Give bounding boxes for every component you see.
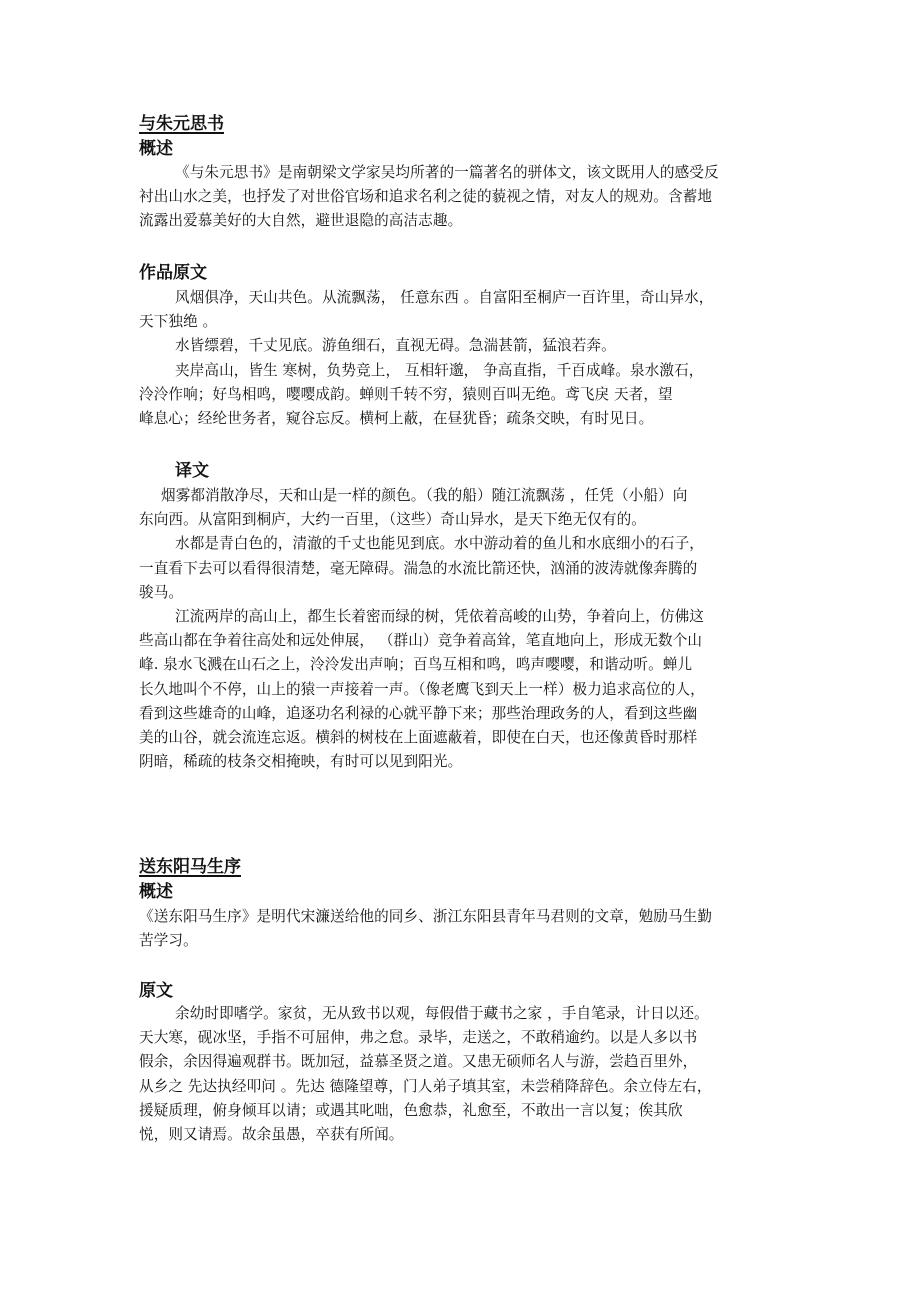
section2-overview-text <box>139 905 799 953</box>
text-line: 《送东阳马生序》是明代宋濂送给他的同乡、浙江东阳县青年马君则的文章，勉励马生勤 <box>139 908 713 925</box>
text-line: 烟雾都消散净尽，天和山是一样的颜色。（我的船）随江流飘荡 ，任凭（小船）向 <box>161 487 688 504</box>
text-line: 天大寒，砚冰坚，手指不可屈伸，弗之怠。录毕，走送之，不敢稍逾约。以是人多以书 <box>139 1029 698 1047</box>
text-line: 美的山谷，就会流连忘返。横斜的树枝在上面遮蔽着，即使在白天，也还像黄昏时那样 <box>139 728 698 746</box>
text-line: 《与朱元思书》是南朝梁文学家吴均所著的一篇著名的骈体文，该文既用人的感受反 <box>175 164 719 181</box>
text-line: 悦，则又请焉。故余虽愚，卒获有所闻。 <box>139 1125 404 1143</box>
text-line: 夹岸高山，皆生 寒树，负势竞上， 互相轩邈， 争高直指，千百成峰。泉水激石， <box>175 361 704 379</box>
text-line: 从乡之 先达执经叩问 。先达 德隆望尊，门人弟子填其室，未尝稍降辞色。余立侍左右， <box>139 1077 712 1095</box>
section1-overview-text <box>139 161 799 234</box>
text-line: 些高山都在争着往高处和远处伸展， （群山）竞争着高耸，笔直地向上，形成无数个山 <box>139 632 703 650</box>
section1-original-heading: 作品原文 <box>139 263 207 283</box>
text-line: 峰. 泉水飞溅在山石之上，泠泠发出声响；百鸟互相和鸣，鸣声嘤嘤，和谐动听。蝉儿 <box>139 656 693 674</box>
text-line: 阴暗，稀疏的枝条交相掩映，有时可以见到阳光。 <box>139 753 463 771</box>
text-line: 一直看下去可以看得很清楚，毫无障碍。湍急的水流比箭还快，汹涌的波涛就像奔腾的 <box>139 559 698 577</box>
section1-title: 与朱元思书 <box>139 114 224 134</box>
section2-original-text <box>139 1002 799 1147</box>
text-line: 江流两岸的高山上，都生长着密而绿的树，凭依着高峻的山势，争着向上，仿佛这 <box>175 607 704 625</box>
section2-original-heading: 原文 <box>139 981 173 1001</box>
text-line: 峰息心；经纶世务者，窥谷忘反。横柯上蔽，在昼犹昏；疏条交映，有时见日。 <box>139 409 654 427</box>
text-line: 苦学习。 <box>139 932 198 950</box>
text-line: 看到这些雄奇的山峰，追逐功名利禄的心就平静下来；那些治理政务的人，看到这些幽 <box>139 704 698 722</box>
text-line: 假余，余因得遍观群书。既加冠，益慕圣贤之道。又患无硕师名人与游，尝趋百里外， <box>139 1053 698 1071</box>
text-line: 余幼时即嗜学。家贫，无从致书以观，每假借于藏书之家 ，手自笔录，计日以还。 <box>175 1005 709 1022</box>
section1-translation-heading: 译文 <box>175 461 209 481</box>
text-line: 天下独绝 。 <box>139 313 218 331</box>
section1-translation-text <box>139 484 799 774</box>
text-line: 泠泠作响；好鸟相鸣，嘤嘤成韵。蝉则千转不穷，猿则百叫无绝。鸢飞戾 天者，望 <box>139 385 673 403</box>
text-line: 长久地叫个不停，山上的猿一声接着一声。（像老鹰飞到天上一样）极力追求高位的人， <box>139 680 705 698</box>
text-line: 骏马。 <box>139 583 184 601</box>
text-line: 流露出爱慕美好的大自然，避世退隐的高洁志趣。 <box>139 212 463 230</box>
section2-overview-heading: 概述 <box>139 882 173 902</box>
section1-overview-heading: 概述 <box>139 139 173 159</box>
text-line: 援疑质理，俯身倾耳以请；或遇其叱咄，色愈恭，礼愈至，不敢出一言以复；俟其欣 <box>139 1101 683 1119</box>
text-line: 风烟俱净，天山共色。从流飘荡， 任意东西 。自富阳至桐庐一百许里，奇山异水， <box>175 289 714 306</box>
section2-title: 送东阳马生序 <box>139 857 241 877</box>
text-line: 衬出山水之美，也抒发了对世俗官场和追求名利之徒的藐视之情，对友人的规劝。含蓄地 <box>139 188 713 206</box>
text-line: 水都是青白色的，清澈的千丈也能见到底。水中游动着的鱼儿和水底细小的石子， <box>175 535 704 553</box>
section1-original-text <box>139 286 799 431</box>
text-line: 水皆缥碧，千丈见底。游鱼细石，直视无碍。急湍甚箭，猛浪若奔。 <box>175 337 616 355</box>
text-line: 东向西。从富阳到桐庐，大约一百里，（这些）奇山异水，是天下绝无仅有的。 <box>139 511 646 529</box>
